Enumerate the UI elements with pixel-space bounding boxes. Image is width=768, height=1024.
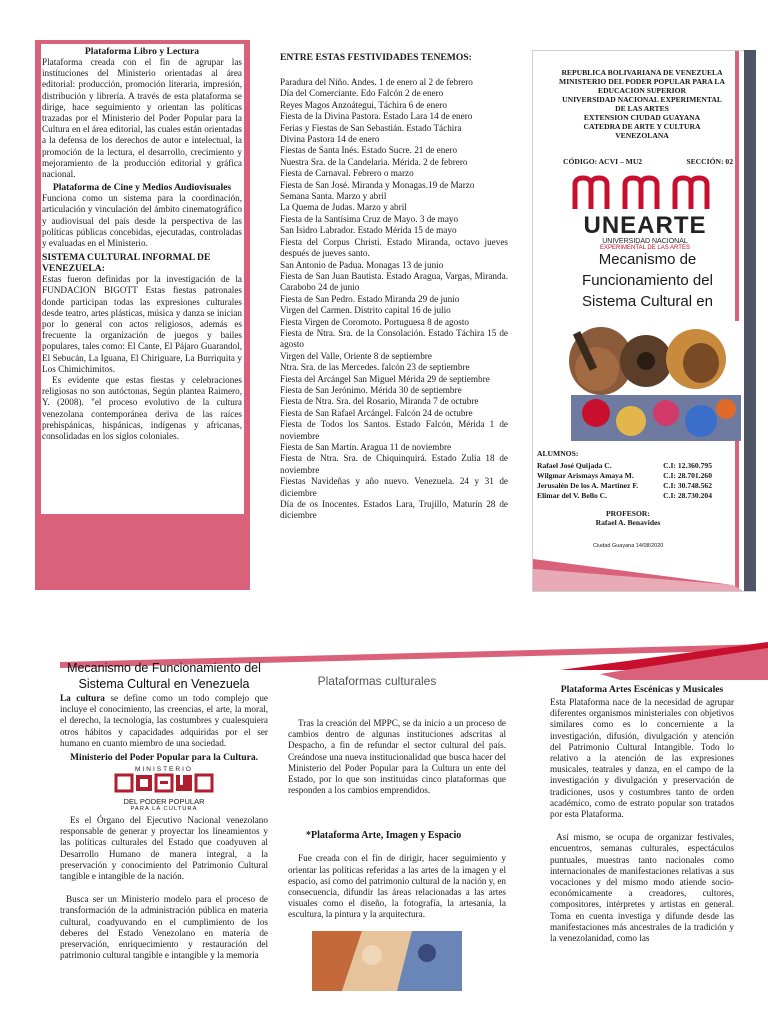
ministerio-logo-top: MINISTERIO bbox=[135, 766, 193, 774]
profesor-name: Rafael A. Benavides bbox=[595, 518, 661, 527]
festivity-item: Fiesta de San Juan Bautista. Estado Aragua, Vargas, Miranda. Carabobo 24 de junio bbox=[280, 270, 508, 293]
cine-title: Plataforma de Cine y Medios Audiovisuales bbox=[52, 182, 232, 194]
escenicas-text-2: Así mismo, se ocupa de organizar festivales, encuentros, semanas culturales, espectáculos puntuales, muestras tanto nacionales como internacionales de manifestaciones relativas a sus vocaciones y del mismo modo atiende socio-económicamente a creadores, cultores, compositores, intérpretes y artistas en general. Toma en cuenta investiga y difunde desde las manifestaciones más ancestrales de la tradición y la venezolanidad, como las bbox=[550, 832, 734, 944]
busca-text: Busca ser un Ministerio modelo para el proceso de transformación de la administración pública en materia cultural, coadyuvando en el cumplimiento de los deberes del Estado Venezolano en materia de preservación, enriquecimiento y restauración del patrimonio cultural tangible e intangible y la memoria bbox=[60, 894, 268, 961]
festivity-item: Ferias y Fiestas de San Sebastián. Estado Táchira bbox=[280, 122, 462, 133]
festivity-item: Paradura del Niño. Andes. 1 de enero al 2 de febrero bbox=[280, 77, 473, 87]
libro-title: Plataforma Libro y Lectura bbox=[84, 46, 200, 57]
folk-dance-photo-icon bbox=[551, 321, 741, 441]
mecanismo-title: Mecanismo de Funcionamiento del Sistema Cultural en Venezuela bbox=[67, 661, 261, 691]
students-list bbox=[537, 461, 712, 501]
festivity-item: Fiesta de San Rafael Arcángel. Falcón 24 de octubre bbox=[280, 407, 473, 418]
informal-title: SISTEMA CULTURAL INFORMAL DE VENEZUELA: bbox=[42, 252, 211, 275]
cover-header bbox=[557, 68, 727, 140]
cover-header-line: UNIVERSIDAD NACIONAL EXPERIMENTAL DE LAS ARTES bbox=[562, 95, 722, 113]
festivity-item: Día de os Inocentes. Estados Lara, Trujillo, Maturín 28 de diciembre bbox=[280, 499, 508, 521]
student-ci: C.I: 28.701.260 bbox=[663, 471, 712, 480]
festivity-item: Fiesta de la Santísima Cruz de Mayo. 3 de mayo bbox=[280, 213, 459, 224]
student-row bbox=[537, 481, 712, 491]
cultura-text: se define como un todo complejo que incluye el conocimiento, las creencias, el arte, la moral, el derecho, la tecnología, las costumbres y cualesquiera otros hábitos y capacidades adquiridas por el ser humano en cuanto miembro de una sociedad. bbox=[60, 693, 268, 748]
cover-codigo: CÓDIGO: ACVI – MU2 bbox=[563, 157, 643, 166]
libro-text: Plataforma creada con el fin de agrupar las instituciones del Ministerio orientadas al área editorial: producción, promoción literaria, impresión, distribución y librería. A través de esta plataforma se dirige, hace seguimiento y orientan las políticas trazadas por el Ministerio del Poder Popular para la Cultura en el área editorial, las cuales están orientadas a la defensa de los derechos de autor e intelectual, la promoción de la lectura, el desarrollo, crecimiento y mejoramiento de la producción editorial y gráfica nacional. bbox=[42, 57, 242, 180]
cover-code-row bbox=[563, 157, 733, 166]
profesor-block bbox=[563, 509, 693, 527]
plataformas-intro: Tras la creación del MPPC, se da inicio a un proceso de cambios dentro de algunas instituciones adscritas al Despacho, a fin de refundar el sector cultural del país. Creándose una nueva institucionalidad que busca hacer del Ministerio del Poder Popular para la Cultura un ente del Estado, por lo que son instituidas cinco plataformas que responden a los cambios emprendidos. bbox=[288, 718, 506, 796]
cover-header-line: CATEDRA DE ARTE Y CULTURA VENEZOLANA bbox=[583, 122, 701, 140]
student-ci: C.I: 30.748.562 bbox=[663, 481, 712, 490]
student-name: Wilgmar Arismays Amaya M. bbox=[537, 471, 634, 480]
informal-text-1: Estas fueron definidas por la investigación de la FUNDACION BIGOTT Estas fiestas patronales donde participan todas las expresiones culturales desde teatro, artes plásticas, música y danza se inician por lo general con actos religiosos, además es frecuente la organización de juegos y bailes populares, tales como: El Cante, El Pájaro Guarandol, El Sebucán, La Iguana, El Chiriguare, La Burriquita y Los Chimichimitos. bbox=[42, 274, 242, 374]
student-name: Rafael José Quijada C. bbox=[537, 461, 612, 470]
festivity-item: Fiestas de Santa Inés. Estado Sucre. 21 de enero bbox=[280, 145, 458, 156]
festivity-item: Semana Santa. Marzo y abril bbox=[280, 191, 387, 202]
festivity-item: Fiesta de Todos los Santos. Estado Falcón, Mérida 1 de noviembre bbox=[280, 419, 508, 441]
organo-text: Es el Órgano del Ejecutivo Nacional venezolano responsable de generar y proyectar los lineamientos y las políticas culturales del Estado que coadyuven al Desarrollo Humano de manera integral, a la preservación y conocimiento del Patrimonio Cultural tangible e intangible de la nación. bbox=[60, 815, 268, 882]
profesor-label: PROFESOR: bbox=[606, 509, 650, 518]
bottom-col3 bbox=[550, 684, 734, 944]
ministerio-logo bbox=[109, 766, 219, 813]
festivity-item: Fiesta de Ntra. Sra. de Chiquinquirá. Estado Zulia 18 de noviembre bbox=[280, 453, 508, 475]
festivity-item: Fiestas Navideñas y año nuevo. Venezuela. 24 y 31 de diciembre bbox=[280, 476, 508, 498]
festivity-item: San Antonio de Padua. Monagas 13 de junio bbox=[280, 259, 444, 270]
bottom-page bbox=[0, 640, 768, 1024]
cover-panel bbox=[532, 50, 756, 592]
cover-seccion: SECCIÓN: 02 bbox=[686, 157, 733, 166]
col1-text bbox=[42, 46, 242, 442]
student-name: Jerusalén De los A. Martínez F. bbox=[537, 481, 639, 490]
festivity-item: Día del Comerciante. Edo Falcón 2 de enero bbox=[280, 88, 444, 99]
festivity-item: Ntra. Sra. de las Mercedes. falcón 23 de septiembre bbox=[280, 362, 470, 373]
festivity-item: Nuestra Sra. de la Candelaria. Mérida. 2 de febrero bbox=[280, 156, 468, 167]
festivity-item: Fiesta de Ntra. Sra. del Rosario, Miranda 7 de octubre bbox=[280, 396, 479, 407]
festivities-title: ENTRE ESTAS FESTIVIDADES TENEMOS: bbox=[280, 52, 472, 63]
festivity-item: Fiesta del Arcángel San Miguel Mérida 29 de septiembre bbox=[280, 373, 490, 384]
festivity-item: Fiesta de San José. Miranda y Monagas.19 de Marzo bbox=[280, 179, 475, 190]
festivity-item: Fiesta de San Pedro. Estado Miranda 29 de junio bbox=[280, 293, 460, 304]
ministerio-glyphs-icon bbox=[114, 773, 214, 793]
cover-photo bbox=[551, 321, 741, 441]
plataformas-title: Plataformas culturales bbox=[317, 674, 437, 688]
alumnos-label: ALUMNOS: bbox=[537, 449, 579, 458]
unearte-logo bbox=[565, 175, 725, 252]
festivity-item: Virgen del Valle, Oriente 8 de septiembre bbox=[280, 350, 432, 361]
informal-text-2: Es evidente que estas fiestas y celebraciones religiosas no son autóctonas, Según plantea Raimero, Y. (2008). "el proceso evolutivo de la cultura venezolana contemporánea deriva de las raíces prehispánicas, hispánicas, indígenas y africanas, consolidadas en los siglos coloniales. bbox=[42, 375, 242, 442]
student-name: Elimar del V. Bello C. bbox=[537, 491, 608, 500]
arte-text: Fue creada con el fin de dirigir, hacer seguimiento y orientar las políticas referidas a las artes de la imagen y el espacio, así como del patrimonio cultural de la nación y, en consecuencia, difundir las áreas relacionadas a las artes visuales como el diseño, la fotografía, la artesanía, la escultura, la pintura y la arquitectura. bbox=[288, 853, 506, 920]
festivity-item: La Quema de Judas. Marzo y abril bbox=[280, 202, 407, 213]
festivity-item: Fiesta del Corpus Christi. Estado Miranda, octavo jueves después de jueves santo. bbox=[280, 236, 508, 259]
student-ci: C.I: 28.730.204 bbox=[663, 491, 712, 500]
student-row bbox=[537, 461, 712, 471]
festivity-item: Fiesta de San Martín. Aragua 11 de noviembre bbox=[280, 442, 452, 452]
festivity-item: San Isidro Labrador. Estado Mérida 15 de mayo bbox=[280, 225, 457, 236]
cover-place-date: Ciudad Guayana 14/08/2020 bbox=[593, 543, 664, 549]
cultura-bold: La cultura bbox=[60, 693, 105, 703]
festivities-list bbox=[280, 77, 508, 522]
col2-festivities bbox=[280, 52, 508, 522]
escenicas-title: Plataforma Artes Escénicas y Musicales bbox=[560, 684, 724, 695]
unearte-mark-icon bbox=[565, 175, 725, 211]
festivity-item: Reyes Magos Anzoátegui, Táchira 6 de enero bbox=[280, 99, 447, 110]
unearte-sub-2: EXPERIMENTAL DE LAS ARTES bbox=[600, 245, 690, 251]
festivity-item: Fiesta Virgen de Coromoto. Portuguesa 8 de agosto bbox=[280, 316, 469, 327]
cubist-painting-icon bbox=[312, 931, 462, 991]
festivity-item: Fiesta de San Jerónimo. Mérida 30 de septiembre bbox=[280, 384, 462, 395]
cover-slate-bar bbox=[744, 50, 756, 591]
cover-header-line: MINISTERIO DEL PODER POPULAR PARA LA EDUCACION SUPERIOR bbox=[559, 77, 725, 95]
ministerio-title: Ministerio del Poder Popular para la Cultura. bbox=[69, 752, 259, 764]
ministerio-logo-bottom-1: DEL PODER POPULAR bbox=[123, 797, 205, 807]
unearte-sub-1: UNIVERSIDAD NACIONAL bbox=[602, 238, 688, 245]
student-row bbox=[537, 471, 712, 481]
festivity-item: Divina Pastora 14 de enero bbox=[280, 134, 380, 145]
bottom-col1 bbox=[60, 660, 268, 961]
arte-title: *Plataforma Arte, Imagen y Espacio bbox=[306, 830, 462, 842]
unearte-wordmark: UNEARTE bbox=[583, 212, 707, 239]
cover-header-line: REPUBLICA BOLIVARIANA DE VENEZUELA bbox=[561, 68, 723, 77]
bottom-col2 bbox=[288, 674, 506, 991]
cover-title: Mecanismo de Funcionamiento del Sistema Cultural en bbox=[582, 251, 713, 310]
escenicas-text-1: Esta Plataforma nace de la necesidad de agrupar diferentes organismos ministeriales con objetivos similares como es lo concerniente a la investigación, difusión, divulgación y atención del Patrimonio Cultural Intangible. Todo lo relativo a la atención de las expresiones musicales, teatrales y danza, en el campo de la investigación y divulgación y preservación de tradiciones, usos y costumbres tanto de orden académico, como de estrato popular son tratados por esta Plataforma. bbox=[550, 697, 734, 820]
festivity-item: Fiesta de Carnaval. Febrero o marzo bbox=[280, 168, 414, 179]
cover-header-line: EXTENSION CIUDAD GUAYANA bbox=[583, 113, 701, 122]
cover-wedge-icon bbox=[533, 551, 743, 591]
cine-text: Funciona como un sistema para la coordinación, articulación y vinculación del ámbito cinematográfico y audiovisual del país desde la perspectiva de las políticas públicas concebidas, ejecutadas, controladas y evaluadas en el Ministerio. bbox=[42, 193, 242, 249]
festivity-item: Fiesta de Ntra. Sra. de la Consolación. Estado Táchira 15 de agosto bbox=[280, 327, 508, 350]
festivity-item: Virgen del Carmen. Distrito capital 16 de julio bbox=[280, 305, 451, 316]
student-row bbox=[537, 491, 712, 501]
festivity-item: Fiesta de la Divina Pastora. Estado Lara 14 de enero bbox=[280, 111, 473, 122]
ministerio-logo-bottom-2: PARA LA CULTURA bbox=[130, 806, 198, 813]
student-ci: C.I: 12.360.795 bbox=[663, 461, 712, 470]
